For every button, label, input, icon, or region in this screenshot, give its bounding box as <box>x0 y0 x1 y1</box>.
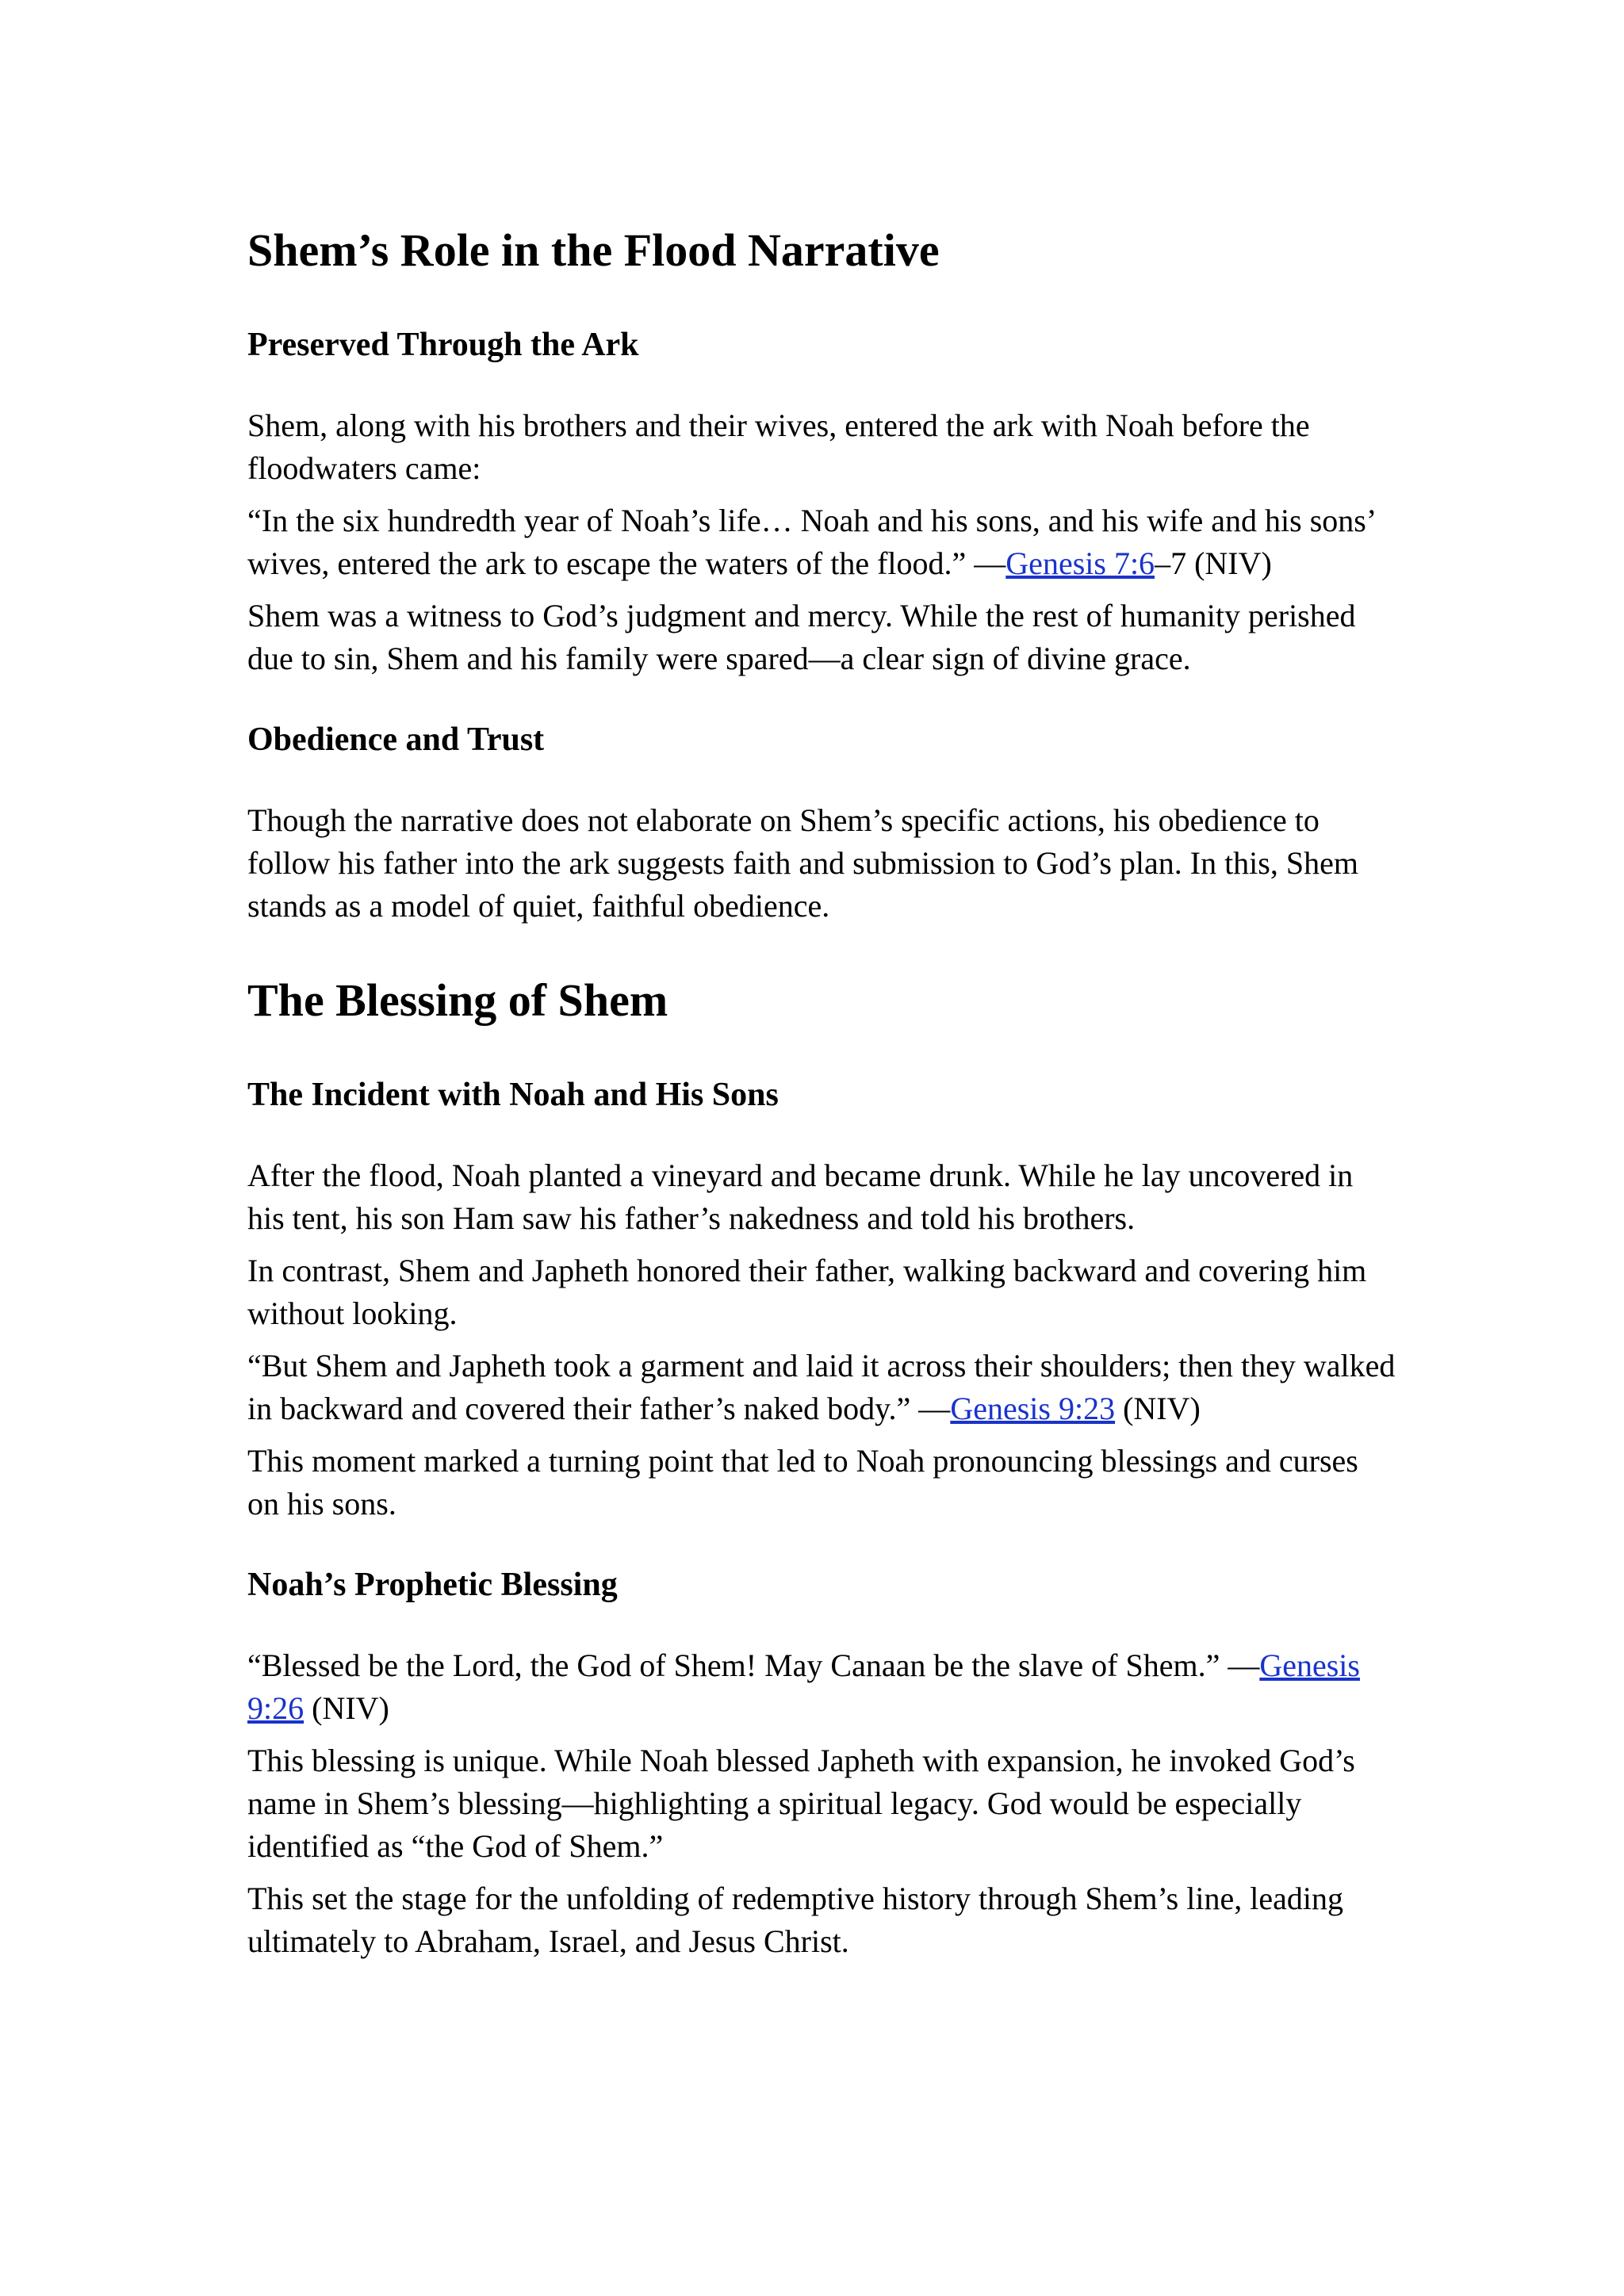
scripture-quote <box>247 1345 1397 1430</box>
paragraph: This moment marked a turning point that led to Noah pronouncing blessings and curses on his sons. <box>247 1443 1358 1521</box>
paragraph: This blessing is unique. While Noah blessed Japheth with expansion, he invoked God’s name in Shem’s blessing—highlighting a spiritual legacy. God would be especially identified as “the God of Shem.” <box>247 1743 1355 1864</box>
scripture-quote <box>247 1644 1397 1730</box>
quote-text: “In the six hundredth year of Noah’s life… Noah and his sons, and his wife and his sons’ wives, entered the ark to escape the waters of the flood.” — <box>247 503 1375 581</box>
section-title-flood-narrative: Shem’s Role in the Flood Narrative <box>247 224 940 276</box>
paragraph: Though the narrative does not elaborate on Shem’s specific actions, his obedience to follow his father into the ark suggests faith and submission to God’s plan. In this, Shem stands as a model of quiet, faithful obedience. <box>247 802 1358 924</box>
quote-text: “Blessed be the Lord, the God of Shem! May Canaan be the slave of Shem.” — <box>247 1647 1260 1683</box>
paragraph: This set the stage for the unfolding of redemptive history through Shem’s line, leading ultimately to Abraham, Israel, and Jesus Christ. <box>247 1881 1343 1959</box>
subheading-preserved-through-ark: Preserved Through the Ark <box>247 327 639 363</box>
quote-citation-suffix: (NIV) <box>1115 1391 1201 1426</box>
paragraph: Shem was a witness to God’s judgment and mercy. While the rest of humanity perished due to sin, Shem and his family were spared—a clear sign of divine grace. <box>247 598 1356 676</box>
subheading-obedience-and-trust: Obedience and Trust <box>247 721 545 758</box>
paragraph: In contrast, Shem and Japheth honored their father, walking backward and covering him without looking. <box>247 1253 1367 1331</box>
quote-citation-suffix: –7 (NIV) <box>1155 545 1272 581</box>
subheading-incident-with-noah: The Incident with Noah and His Sons <box>247 1077 779 1113</box>
paragraph: Shem, along with his brothers and their wives, entered the ark with Noah before the floodwaters came: <box>247 408 1310 486</box>
genesis-7-6-link[interactable]: Genesis 7:6 <box>1005 545 1155 581</box>
quote-text: “But Shem and Japheth took a garment and laid it across their shoulders; then they walked in backward and covered their father’s naked body.” — <box>247 1348 1396 1426</box>
subheading-prophetic-blessing: Noah’s Prophetic Blessing <box>247 1567 618 1603</box>
document-content <box>247 222 1397 1963</box>
genesis-9-26-link[interactable]: Genesis 9:26 <box>247 1647 1360 1726</box>
section-title-blessing-of-shem: The Blessing of Shem <box>247 974 668 1026</box>
quote-citation-suffix: (NIV) <box>304 1690 389 1726</box>
paragraph: After the flood, Noah planted a vineyard and became drunk. While he lay uncovered in his tent, his son Ham saw his father’s nakedness and told his brothers. <box>247 1158 1354 1236</box>
genesis-9-23-link[interactable]: Genesis 9:23 <box>950 1391 1116 1426</box>
scripture-quote <box>247 499 1397 585</box>
